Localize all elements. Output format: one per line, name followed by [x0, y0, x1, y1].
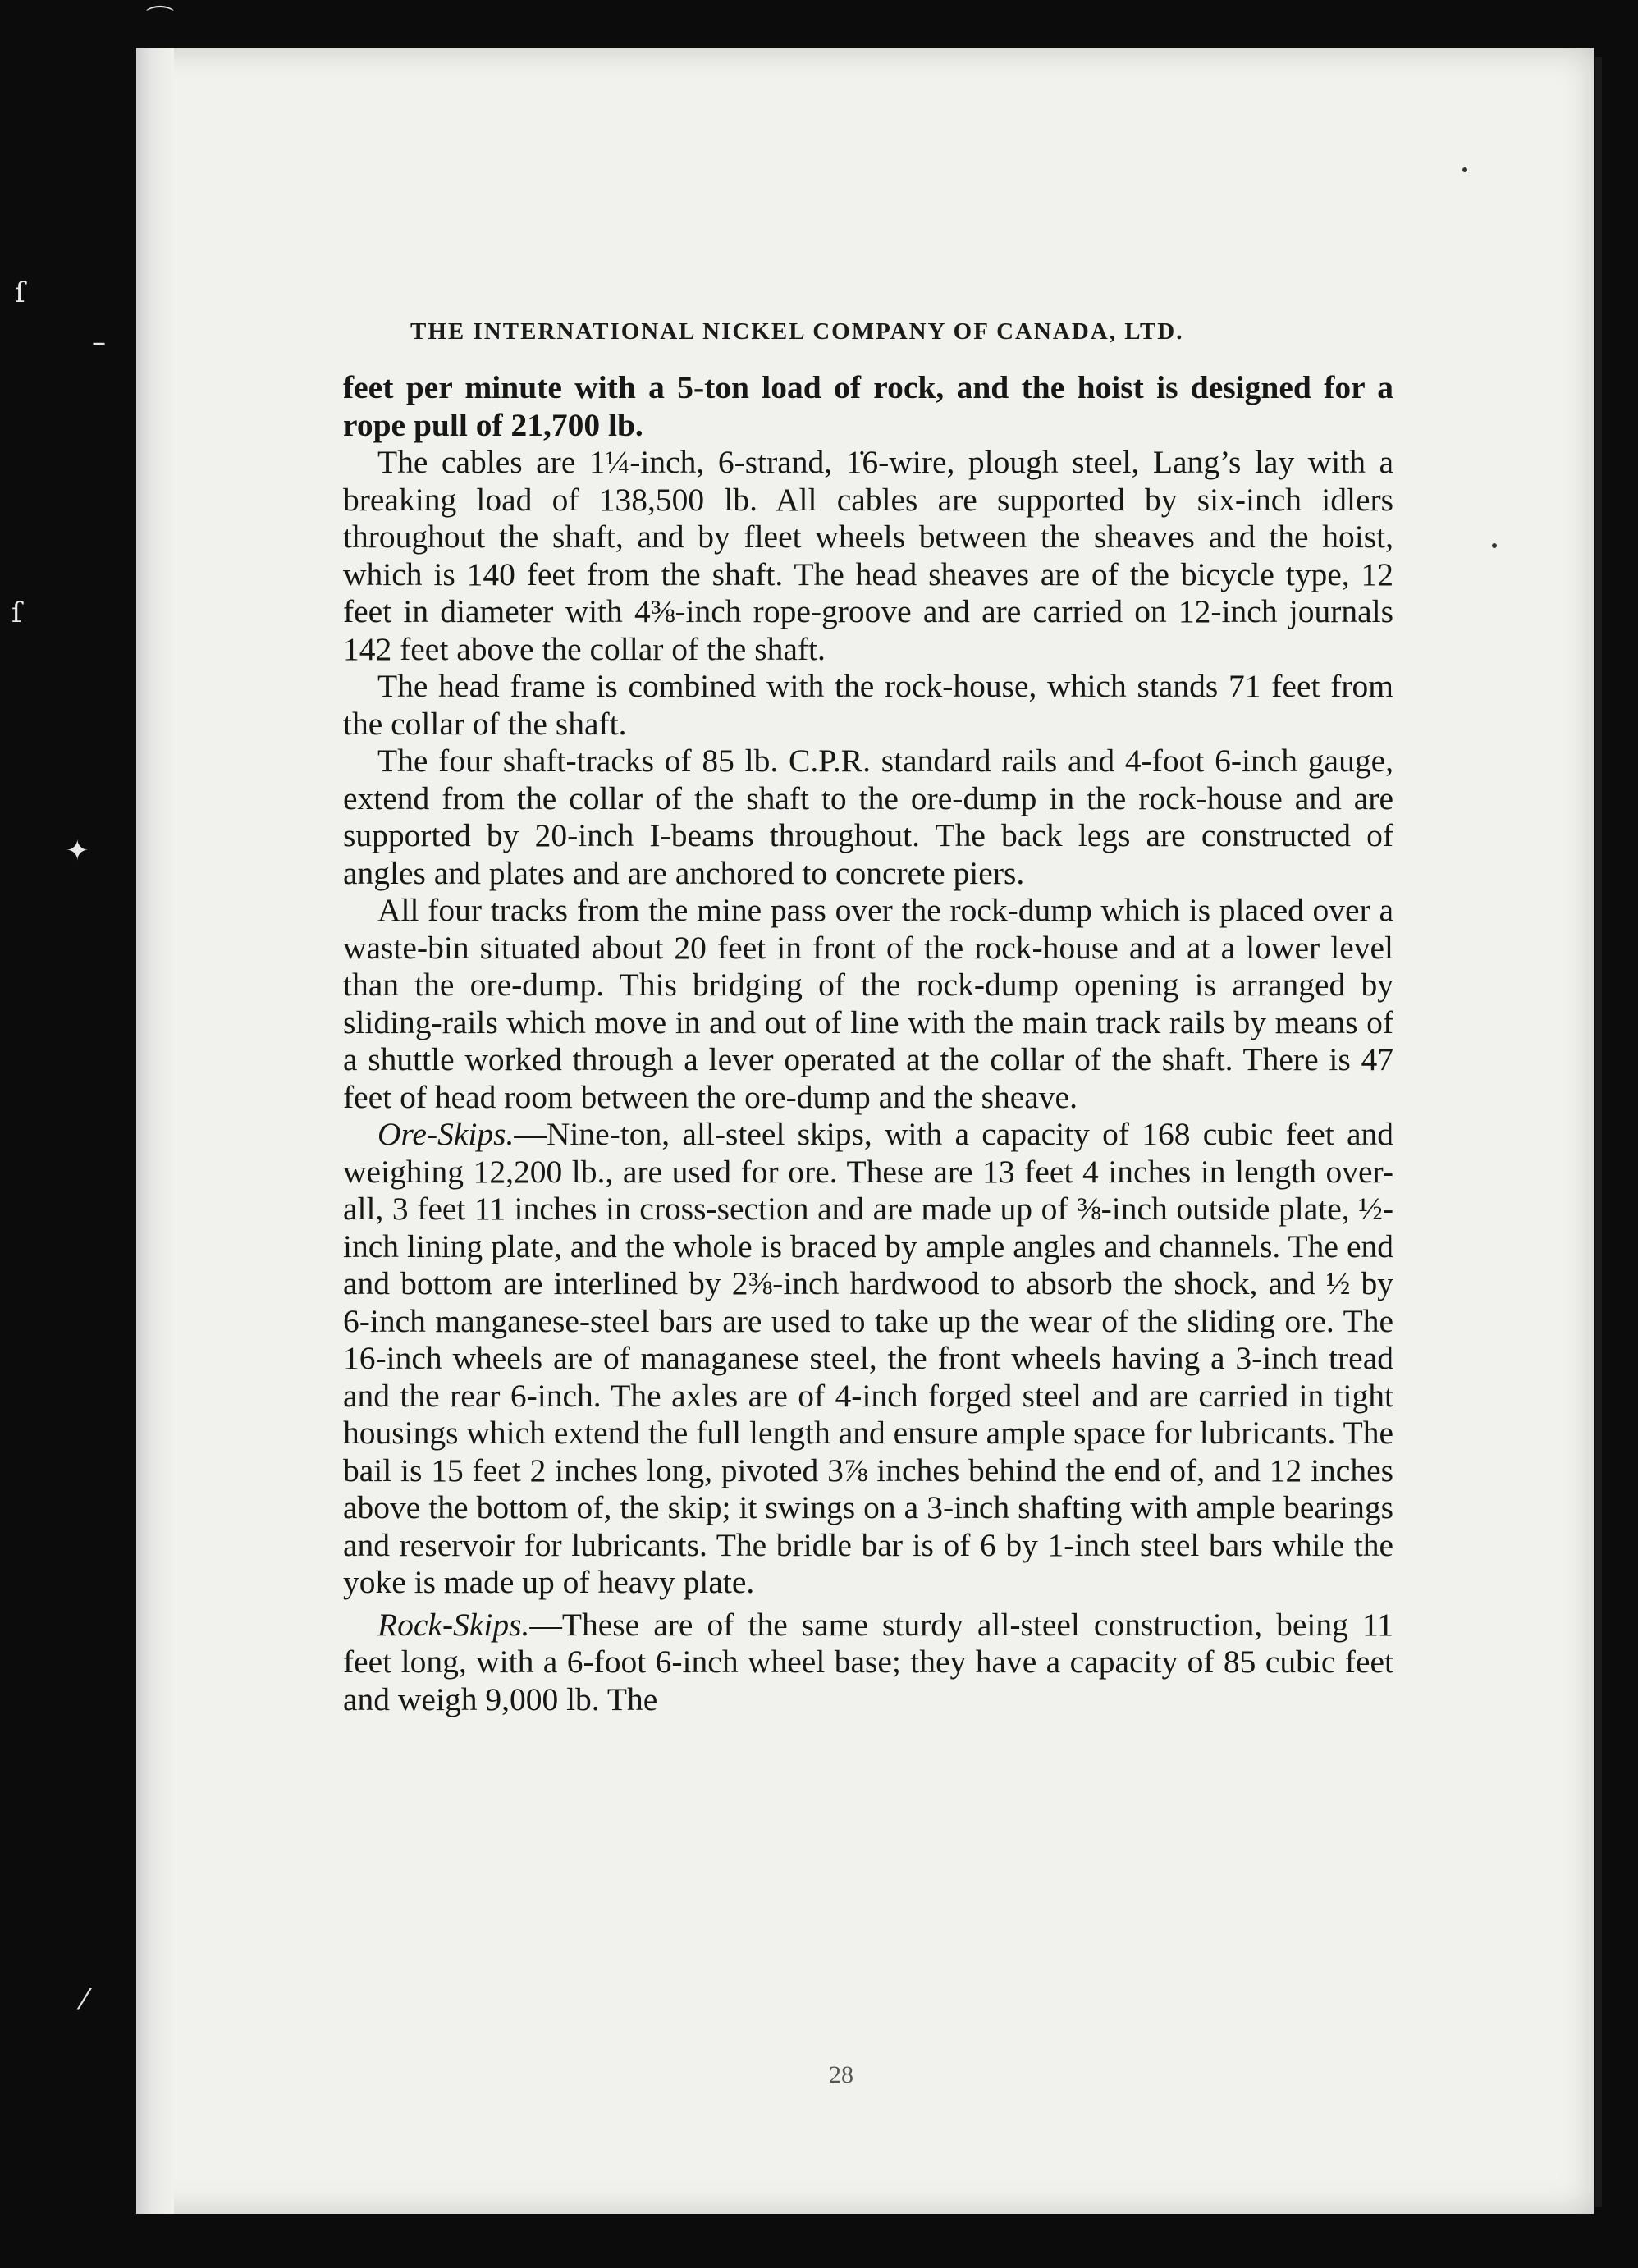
ore-skips-heading: Ore-Skips. — [377, 1116, 515, 1152]
film-margin-mark: ✦ — [66, 834, 89, 867]
paragraph-ore-skips — [343, 1116, 1393, 1602]
paragraph-hoist-speed: feet per minute with a 5-ton load of rock, and the hoist is designed for a rope pull of 21,700 lb. — [343, 369, 1393, 443]
scan-speck — [1492, 543, 1497, 548]
paragraph-rock-dump: All four tracks from the mine pass over the rock-dump which is placed over a waste-bin situated about 20 feet in front of the rock-house and at a lower level than the ore-dump. This bridging of the rock-dump opening is arranged by sliding-rails which move in and out of line with the main track rails by means of a shuttle worked through a lever operated at the collar of the shaft. There is 47 feet of head room between the ore-dump and the sheave. — [343, 892, 1393, 1115]
page-gutter-shadow — [136, 48, 174, 2214]
page-number: 28 — [829, 2061, 853, 2088]
paragraph-cables: The cables are 1¼-inch, 6-strand, 1̇6-wire, plough steel, Lang’s lay with a breaking load of 138,500 lb. All cables are supported by six-inch idlers throughout the shaft, and by fleet wheels between the sheaves and the hoist, which is 140 feet from the shaft. The head sheaves are of the bicycle type, 12 feet in diameter with 4⅜-inch rope-groove and are carried on 12-inch journals 142 feet above the collar of the shaft. — [343, 444, 1393, 667]
body-text — [343, 369, 1393, 1718]
running-head: THE INTERNATIONAL NICKEL COMPANY OF CANADA, LTD. — [410, 318, 1184, 345]
paragraph-rock-skips — [343, 1607, 1393, 1719]
paragraph-head-frame: The head frame is combined with the rock-house, which stands 71 feet from the collar of the shaft. — [343, 668, 1393, 742]
rock-skips-text: —These are of the same sturdy all-steel construction, being 11 feet long, with a 6-foot 6-inch wheel base; they have a capacity of 85 cubic feet and weigh 9,000 lb. The — [343, 1606, 1393, 1717]
rock-skips-heading: Rock-Skips. — [377, 1606, 530, 1643]
film-margin-mark: ſ — [11, 597, 22, 629]
film-margin-mark: ſ — [15, 277, 25, 309]
film-edge-rule — [1595, 57, 1602, 2207]
scan-speck — [1462, 167, 1467, 172]
film-margin-mark: ⁄ — [82, 1983, 87, 2016]
ore-skips-text: —Nine-ton, all-steel skips, with a capacity of 168 cubic feet and weighing 12,200 lb., are used for ore. These are 13 feet 4 inches in length over-all, 3 feet 11 inches in cross-section and are made up of ⅜-inch outside plate, ½-inch lining plate, and the whole is braced by ample angles and channels. The end and bottom are interlined by 2⅜-inch hardwood to absorb the shock, and ½ by 6-inch manganese-steel bars are used to take up the wear of the sliding ore. The 16-inch wheels are of managanese steel, the front wheels having a 3-inch tread and the rear 6-inch. The axles are of 4-inch forged steel and are carried in tight housings which extend the full length and ensure ample space for lubricants. The bail is 15 feet 2 inches long, pivoted 3⅞ inches behind the end of, and 12 inches above the bottom of, the skip; it swings on a 3-inch shafting with ample bearings and reservoir for lubricants. The bridle bar is of 6 by 1-inch steel bars while the yoke is made up of heavy plate. — [343, 1116, 1393, 1600]
paragraph-shaft-tracks: The four shaft-tracks of 85 lb. C.P.R. standard rails and 4-foot 6-inch gauge, extend from the collar of the shaft to the ore-dump in the rock-house and are supported by 20-inch I-beams throughout. The back legs are constructed of angles and plates and are anchored to concrete piers. — [343, 743, 1393, 891]
film-margin-mark: ⌒ — [146, 4, 174, 37]
film-margin-mark: – — [92, 326, 106, 359]
